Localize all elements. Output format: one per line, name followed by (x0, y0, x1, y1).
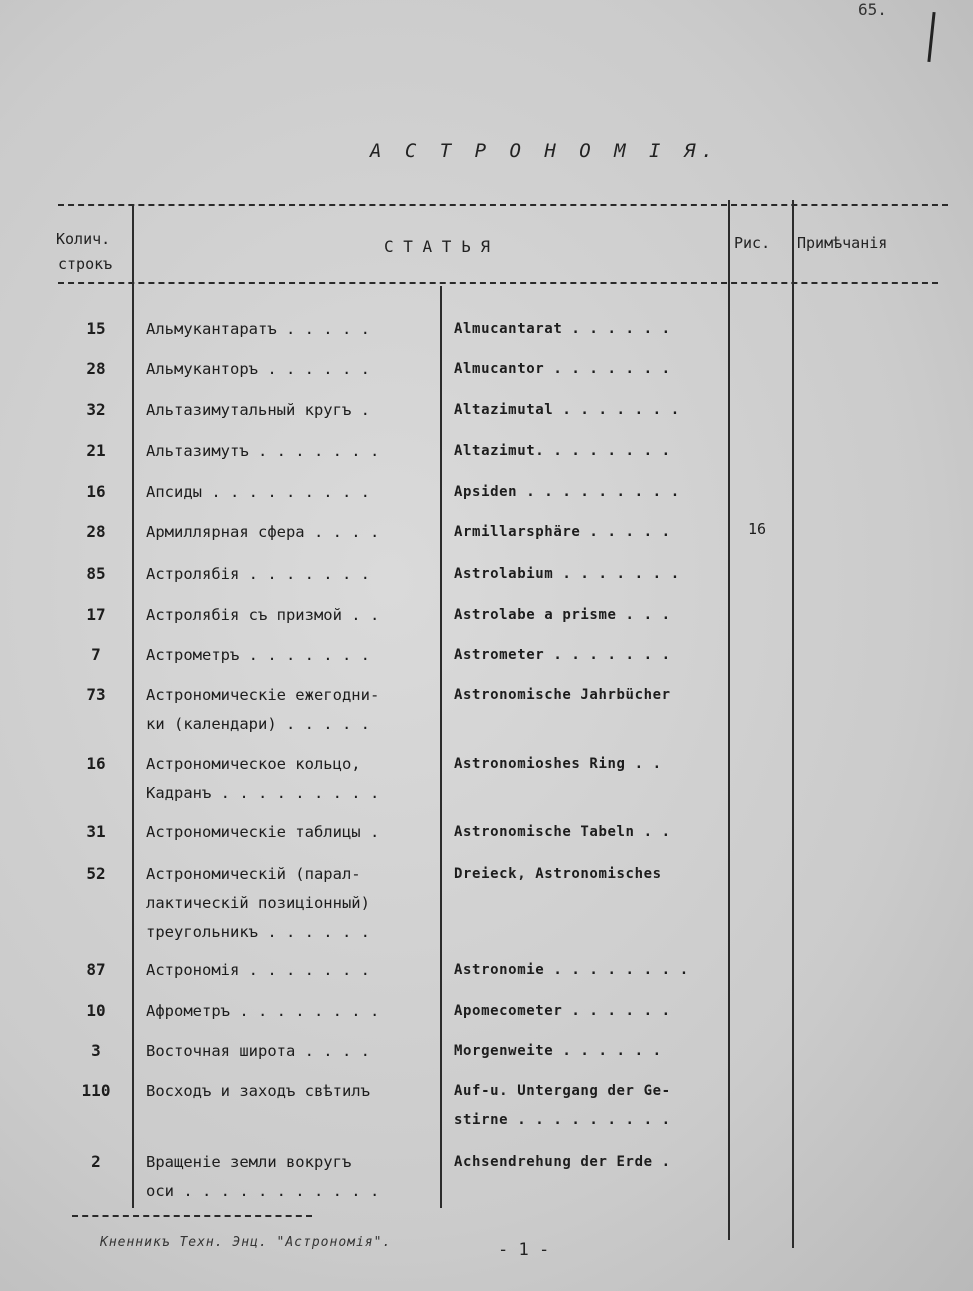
row-figure-ref: 16 (748, 520, 767, 538)
column-divider-count (132, 206, 134, 1208)
row-article-russian: Астролябія съ призмой . . (146, 606, 380, 624)
row-article-german: Altazimut. . . . . . . . (454, 443, 671, 459)
header-article: С Т А Т Ь Я (384, 237, 490, 256)
row-article-russian: Афрометръ . . . . . . . . (146, 1002, 380, 1020)
header-figure: Рис. (734, 234, 771, 252)
row-article-german: Apomecometer . . . . . . (454, 1003, 671, 1019)
row-article-russian: Альмукантаратъ . . . . . (146, 320, 370, 338)
row-article-russian: Восходъ и заходъ свѣтилъ (146, 1082, 370, 1100)
header-bottom-rule (58, 282, 938, 284)
row-article-german: Astronomische Jahrbücher (454, 687, 671, 703)
row-article-russian: Армиллярная сфера . . . . (146, 523, 380, 541)
row-article-german: Astronomische Tabeln . . (454, 824, 671, 840)
row-line-count: 2 (91, 1152, 101, 1171)
row-article-german: Morgenweite . . . . . . (454, 1043, 662, 1059)
row-article-russian: Альтазимутъ . . . . . . . (146, 442, 380, 460)
row-article-russian: Астрономическій (парал- лактическій позиціонный) треугольникъ . . . . . . (146, 865, 370, 941)
row-article-german: Almucantarat . . . . . . (454, 321, 671, 337)
header-notes: Примѣчанія (797, 234, 888, 252)
row-article-russian: Астрометръ . . . . . . . (146, 646, 370, 664)
row-article-german: Astrolabium . . . . . . . (454, 566, 680, 582)
header-count-line1: Колич. (56, 230, 111, 248)
row-article-german: Auf-u. Untergang der Ge- stirne . . . . . . . . . (454, 1083, 671, 1128)
row-article-german: Astronomioshes Ring . . (454, 756, 662, 772)
row-line-count: 16 (86, 754, 106, 773)
row-article-german: Apsiden . . . . . . . . . (454, 484, 680, 500)
row-line-count: 28 (86, 359, 106, 378)
row-article-russian: Восточная широта . . . . (146, 1042, 370, 1060)
row-article-russian: Астрономическіе ежегодни- ки (календари) . . . . . (146, 686, 380, 733)
header-count-line2: строкъ (58, 255, 113, 273)
row-line-count: 7 (91, 645, 101, 664)
row-line-count: 32 (86, 400, 106, 419)
row-line-count: 31 (86, 822, 106, 841)
column-divider-figure (728, 200, 730, 1240)
row-article-russian: Апсиды . . . . . . . . . (146, 483, 370, 501)
row-article-russian: Астрономическіе таблицы . (146, 823, 380, 841)
row-line-count: 85 (86, 564, 106, 583)
row-article-german: Astronomie . . . . . . . . (454, 962, 689, 978)
row-line-count: 17 (86, 605, 106, 624)
row-line-count: 110 (81, 1081, 111, 1100)
row-line-count: 16 (86, 482, 106, 501)
footer-page-number: - 1 - (498, 1240, 550, 1260)
row-line-count: 73 (86, 685, 106, 704)
row-article-german: Altazimutal . . . . . . . (454, 402, 680, 418)
row-article-german: Almucantor . . . . . . . (454, 361, 671, 377)
footer-rule (72, 1215, 312, 1217)
column-divider-ru-de (440, 286, 442, 1208)
row-article-german: Achsendrehung der Erde . (454, 1154, 671, 1170)
row-line-count: 28 (86, 522, 106, 541)
row-line-count: 52 (86, 864, 106, 883)
footer-source: Кненникъ Техн. Энц. "Астрономія". (100, 1235, 392, 1250)
row-line-count: 21 (86, 441, 106, 460)
row-article-german: Armillarsphäre . . . . . (454, 524, 671, 540)
row-article-russian: Астрономическое кольцо, Кадранъ . . . . . . . . . (146, 755, 380, 802)
row-line-count: 15 (86, 319, 106, 338)
row-line-count: 87 (86, 960, 106, 979)
table-top-rule (58, 204, 948, 206)
row-article-german: Dreieck, Astronomisches (454, 866, 662, 882)
margin-stroke (927, 12, 935, 62)
document-title: А С Т Р О Н О М І Я. (370, 140, 719, 162)
row-article-german: Astrometer . . . . . . . (454, 647, 671, 663)
row-article-russian: Альтазимутальный кругъ . (146, 401, 370, 419)
row-article-russian: Астролябія . . . . . . . (146, 565, 370, 583)
page-number: 65. (858, 0, 887, 19)
row-line-count: 3 (91, 1041, 101, 1060)
row-article-russian: Вращеніе земли вокругъ оси . . . . . . . . . . . (146, 1153, 380, 1200)
row-line-count: 10 (86, 1001, 106, 1020)
row-article-german: Astrolabe a prisme . . . (454, 607, 671, 623)
row-article-russian: Астрономія . . . . . . . (146, 961, 370, 979)
row-article-russian: Альмуканторъ . . . . . . (146, 360, 370, 378)
column-divider-notes (792, 200, 794, 1248)
